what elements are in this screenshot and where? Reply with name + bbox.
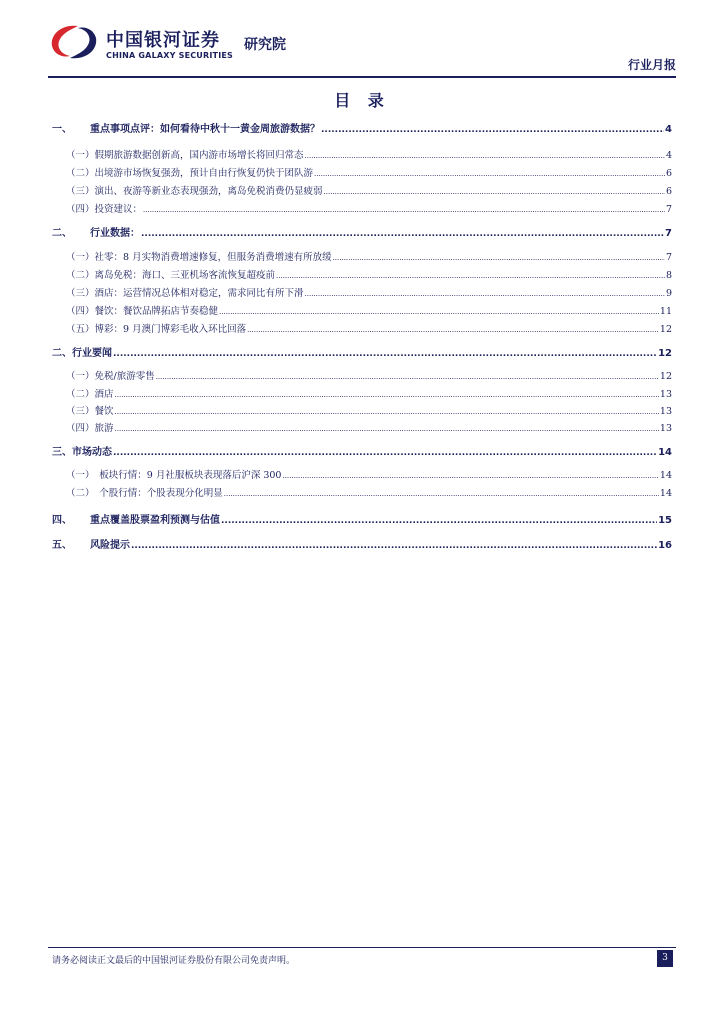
toc-leader-dots bbox=[224, 488, 659, 499]
toc-leader-dots bbox=[305, 150, 665, 161]
toc-entry-page: 13 bbox=[659, 389, 672, 400]
footer-divider bbox=[48, 947, 676, 948]
toc-entry-text: （二）酒店 bbox=[66, 389, 114, 400]
toc-entry-number: 二、 bbox=[52, 228, 72, 239]
report-type-label: 行业月报 bbox=[627, 58, 676, 72]
toc-leader-dots bbox=[305, 288, 665, 299]
toc-leader-dots bbox=[321, 124, 664, 135]
toc-entry-2-4[interactable] bbox=[52, 303, 672, 317]
toc-entry-2-1[interactable] bbox=[52, 249, 672, 263]
toc-entry-page: 14 bbox=[658, 447, 672, 458]
toc-entry-text: （三）酒店：运营情况总体相对稳定，需求同比有所下滑 bbox=[66, 288, 304, 299]
page-header bbox=[48, 20, 676, 75]
toc-entry-3-1[interactable] bbox=[52, 368, 672, 382]
toc-entry-page: 14 bbox=[659, 488, 672, 499]
toc-leader-dots bbox=[113, 348, 657, 359]
toc-leader-dots bbox=[219, 306, 659, 317]
toc-entry-2-2[interactable] bbox=[52, 267, 672, 281]
toc-entry-page: 13 bbox=[659, 406, 672, 417]
toc-leader-dots bbox=[324, 186, 665, 197]
toc-entry-1[interactable] bbox=[52, 120, 672, 135]
toc-entry-text: （二）出境游市场恢复强劲，预计自由行恢复仍快于团队游 bbox=[66, 168, 314, 179]
toc-entry-1-2[interactable] bbox=[52, 165, 672, 179]
toc-entry-page: 4 bbox=[665, 124, 672, 135]
toc-leader-dots bbox=[115, 406, 659, 417]
toc-leader-dots bbox=[282, 470, 658, 481]
toc-entry-text: 三、市场动态 bbox=[52, 447, 112, 458]
toc-entry-page: 12 bbox=[659, 324, 672, 335]
toc-entry-1-4[interactable] bbox=[52, 201, 672, 215]
toc-leader-dots bbox=[115, 389, 659, 400]
toc-entry-text: （一）社零：8 月实物消费增速修复，但服务消费增速有所放缓 bbox=[66, 252, 332, 263]
page-number-badge: 3 bbox=[657, 950, 673, 967]
toc-entry-text: （二） 个股行情：个股表现分化明显 bbox=[66, 488, 223, 499]
galaxy-logo-icon bbox=[48, 22, 100, 62]
toc-leader-dots bbox=[314, 168, 665, 179]
toc-entry-page: 6 bbox=[665, 168, 672, 179]
toc-entry-number: 五、 bbox=[52, 540, 72, 551]
toc-entry-3-2[interactable] bbox=[52, 386, 672, 400]
toc-entry-text: （四）餐饮：餐饮品牌拓店节奏稳健 bbox=[66, 306, 219, 317]
toc-entry-number: 四、 bbox=[52, 515, 72, 526]
toc-leader-dots bbox=[131, 540, 657, 551]
toc-entry-text: （一） 板块行情：9 月社服板块表现落后沪深 300 bbox=[66, 470, 282, 481]
toc-entry-page: 7 bbox=[665, 252, 672, 263]
footer-disclaimer: 请务必阅读正文最后的中国银河证券股份有限公司免责声明。 bbox=[52, 956, 296, 966]
brand-name-cn: 中国银河证券 bbox=[106, 30, 220, 51]
toc-entry-page: 7 bbox=[665, 204, 672, 215]
header-divider bbox=[48, 76, 676, 78]
toc-entry-page: 12 bbox=[659, 371, 672, 382]
institute-label: 研究院 bbox=[244, 37, 286, 53]
toc-entry-page: 14 bbox=[659, 470, 672, 481]
toc-entry-2[interactable] bbox=[52, 224, 672, 239]
toc-entry-page: 6 bbox=[665, 186, 672, 197]
toc-leader-dots bbox=[156, 371, 659, 382]
toc-entry-3-3[interactable] bbox=[52, 403, 672, 417]
toc-leader-dots bbox=[333, 252, 665, 263]
toc-entry-2-3[interactable] bbox=[52, 285, 672, 299]
toc-entry-page: 11 bbox=[659, 306, 672, 317]
toc-entry-1-1[interactable] bbox=[52, 147, 672, 161]
toc-entry-page: 15 bbox=[658, 515, 672, 526]
toc-entry-3-4[interactable] bbox=[52, 420, 672, 434]
toc-leader-dots bbox=[143, 204, 665, 215]
toc-entry-number: 一、 bbox=[52, 124, 72, 135]
toc-entry-text: （一）假期旅游数据创新高，国内游市场增长将回归常态 bbox=[66, 150, 304, 161]
toc-entry-4-2[interactable] bbox=[52, 485, 672, 499]
toc-entry-page: 4 bbox=[665, 150, 672, 161]
toc-entry-page: 16 bbox=[658, 540, 672, 551]
toc-entry-4[interactable] bbox=[52, 443, 672, 458]
toc-entry-text: （五）博彩：9 月澳门博彩毛收入环比回落 bbox=[66, 324, 247, 335]
toc-entry-text: （三）演出、夜游等新业态表现强劲，离岛免税消费仍显疲弱 bbox=[66, 186, 323, 197]
toc-leader-dots bbox=[113, 447, 657, 458]
brand-name-en: CHINA GALAXY SECURITIES bbox=[106, 51, 233, 60]
toc-entry-2-5[interactable] bbox=[52, 321, 672, 335]
toc-title: 目 录 bbox=[334, 91, 390, 110]
toc-entry-3[interactable] bbox=[52, 344, 672, 359]
toc-entry-4-1[interactable] bbox=[52, 467, 672, 481]
toc-leader-dots bbox=[115, 423, 659, 434]
toc-leader-dots bbox=[221, 515, 657, 526]
toc-leader-dots bbox=[276, 270, 665, 281]
toc-entry-page: 8 bbox=[665, 270, 672, 281]
toc-entry-text: 重点事项点评：如何看待中秋十一黄金周旅游数据？ bbox=[90, 124, 320, 135]
toc-entry-page: 7 bbox=[665, 228, 672, 239]
toc-entry-text: （一）免税/旅游零售 bbox=[66, 371, 155, 382]
toc-entry-page: 12 bbox=[658, 348, 672, 359]
toc-entry-text: （四）投资建议： bbox=[66, 204, 143, 215]
toc-entry-6[interactable] bbox=[52, 536, 672, 551]
toc-entry-text: 重点覆盖股票盈利预测与估值 bbox=[90, 515, 220, 526]
toc-entry-5[interactable] bbox=[52, 511, 672, 526]
toc-entry-text: （二）离岛免税：海口、三亚机场客流恢复超疫前 bbox=[66, 270, 276, 281]
toc-leader-dots bbox=[141, 228, 664, 239]
toc-entry-text: 风险提示 bbox=[90, 540, 130, 551]
toc-leader-dots bbox=[247, 324, 659, 335]
toc-entry-text: 行业数据： bbox=[90, 228, 140, 239]
toc-entry-text: （三）餐饮 bbox=[66, 406, 114, 417]
toc-entry-text: （四）旅游 bbox=[66, 423, 114, 434]
toc-entry-text: 二、行业要闻 bbox=[52, 348, 112, 359]
toc-entry-1-3[interactable] bbox=[52, 183, 672, 197]
toc-entry-page: 9 bbox=[665, 288, 672, 299]
toc-entry-page: 13 bbox=[659, 423, 672, 434]
